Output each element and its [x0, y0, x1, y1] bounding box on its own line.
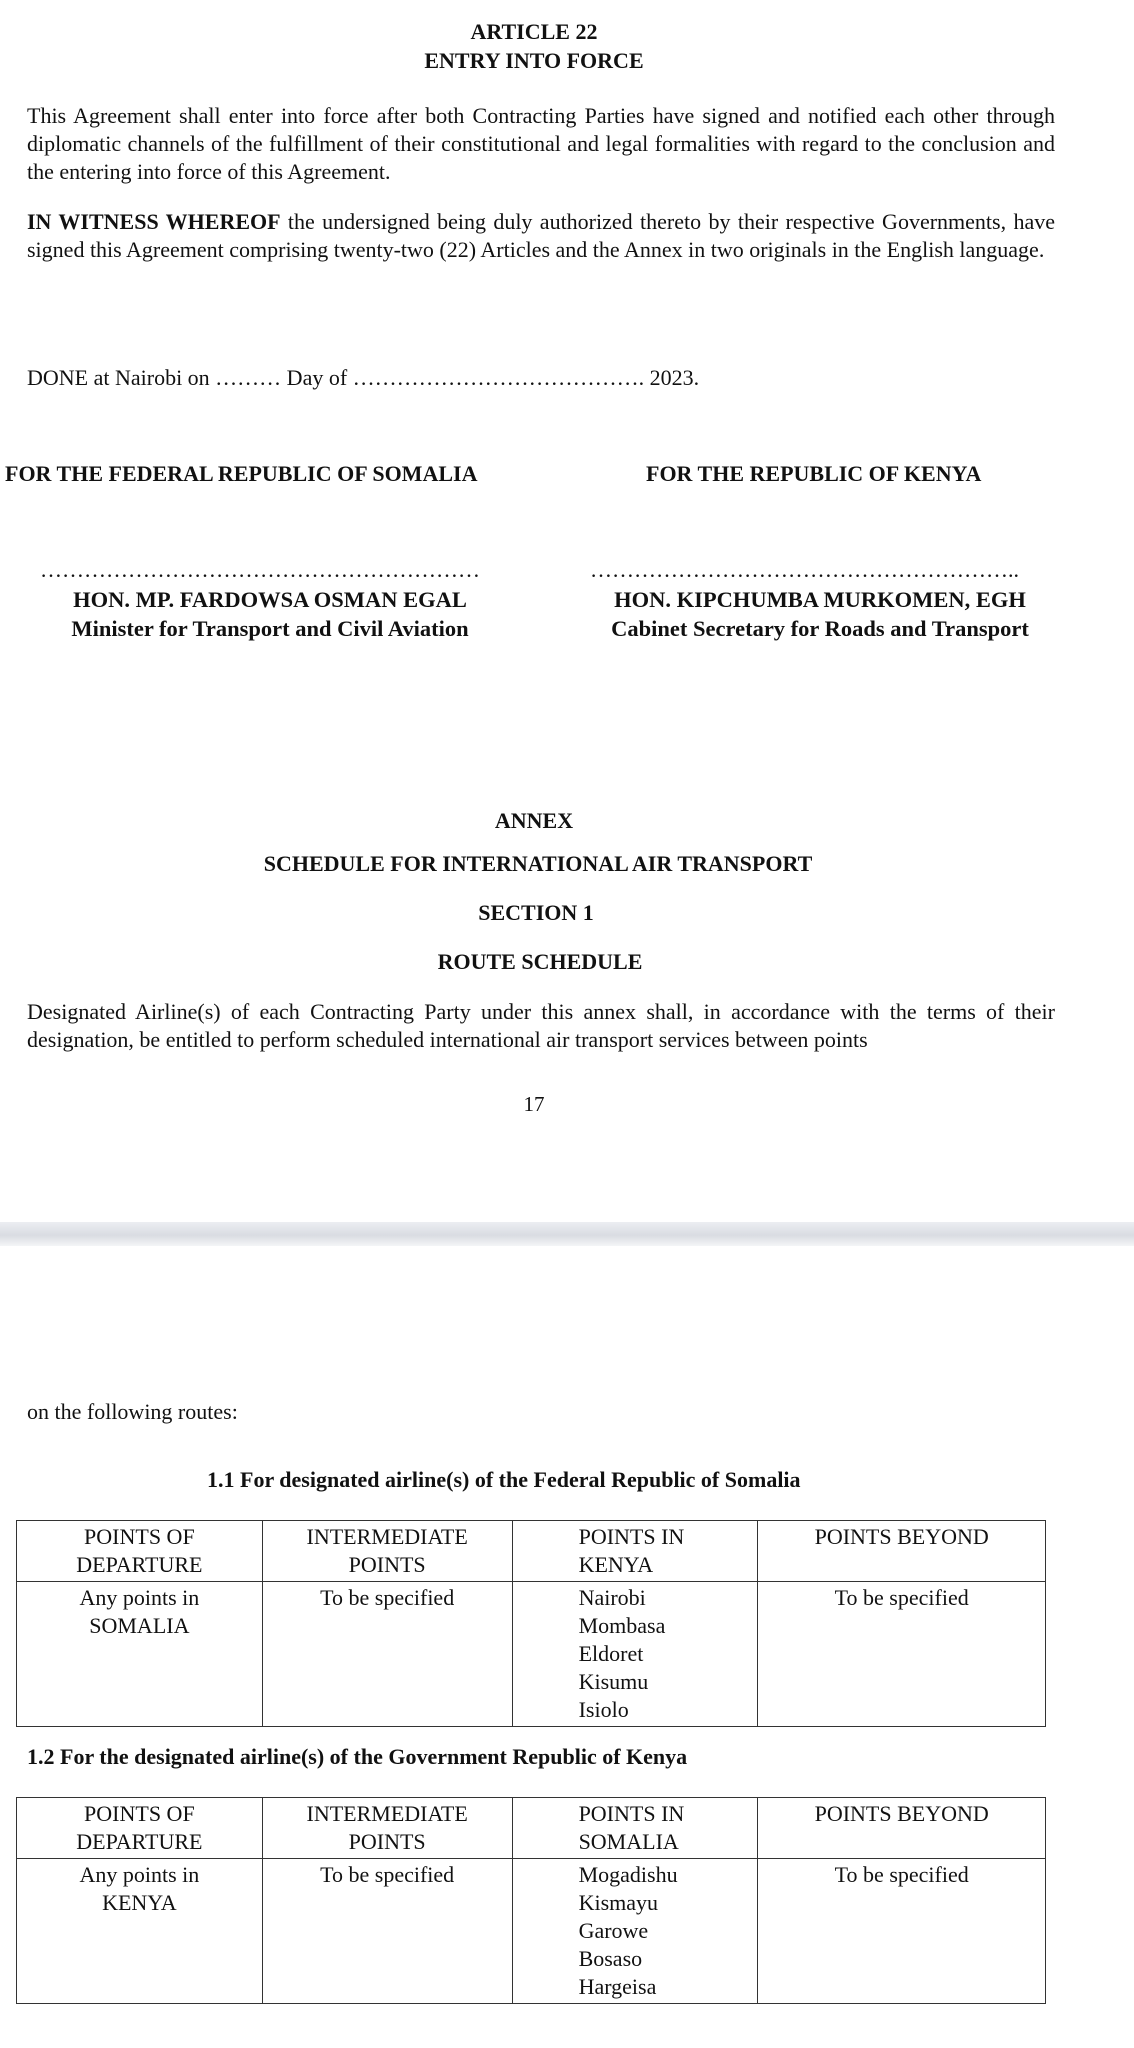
cell-intermediate: To be specified	[262, 1859, 512, 2004]
header-points-in: POINTS IN SOMALIA	[512, 1798, 758, 1859]
header-departure: POINTS OF DEPARTURE	[17, 1798, 263, 1859]
header-beyond: POINTS BEYOND	[758, 1521, 1046, 1582]
article-title: ENTRY INTO FORCE	[424, 48, 644, 73]
page-number: 17	[523, 1092, 545, 1116]
table-header-row	[17, 1798, 1046, 1859]
cell-points: Nairobi Mombasa Eldoret Kisumu Isiolo	[512, 1582, 758, 1727]
routes-intro: on the following routes:	[27, 1399, 238, 1424]
section-heading: SECTION 1	[478, 900, 594, 925]
signature-line-right: …………………………………………………..	[590, 560, 1019, 580]
table-header-row	[17, 1521, 1046, 1582]
witness-paragraph	[27, 208, 1055, 264]
route-schedule-heading: ROUTE SCHEDULE	[437, 949, 643, 974]
schedule-heading: SCHEDULE FOR INTERNATIONAL AIR TRANSPORT	[263, 851, 813, 876]
cell-points: Mogadishu Kismayu Garowe Bosaso Hargeisa	[512, 1859, 758, 2004]
party-right: FOR THE REPUBLIC OF KENYA	[646, 461, 982, 486]
table-row	[17, 1582, 1046, 1727]
cell-departure: Any points in KENYA	[17, 1859, 263, 2004]
witness-text: the undersigned being duly authorized thereto by their respective Governments, have signed this Agreement comprising twenty-two (22) Articles and the Annex in two originals in the English language.	[27, 209, 1055, 262]
annex-paragraph: Designated Airline(s) of each Contracting Party under this annex shall, in accordance with the terms of their designation, be entitled to perform scheduled international air transport services between points	[27, 999, 1055, 1052]
signatory-right-name: HON. KIPCHUMBA MURKOMEN, EGH	[614, 587, 1026, 612]
cell-departure: Any points in SOMALIA	[17, 1582, 263, 1727]
header-beyond: POINTS BEYOND	[758, 1798, 1046, 1859]
page-separator	[0, 1222, 1134, 1246]
cell-beyond: To be specified	[758, 1859, 1046, 2004]
signatory-left-name: HON. MP. FARDOWSA OSMAN EGAL	[73, 587, 467, 612]
done-line: DONE at Nairobi on ……… Day of …………………………………. 2023.	[27, 365, 700, 390]
article-number: ARTICLE 22	[470, 19, 598, 44]
signatory-right-title: Cabinet Secretary for Roads and Transport	[611, 616, 1029, 641]
signatory-left-title: Minister for Transport and Civil Aviation	[71, 616, 469, 641]
entry-into-force-paragraph: This Agreement shall enter into force after both Contracting Parties have signed and notified each other through diplomatic channels of the fulfillment of their constitutional and legal formalities with regard to the conclusion and the entering into force of this Agreement.	[27, 103, 1055, 184]
header-intermediate: INTERMEDIATE POINTS	[262, 1521, 512, 1582]
annex-heading: ANNEX	[494, 808, 574, 833]
party-left: FOR THE FEDERAL REPUBLIC OF SOMALIA	[5, 461, 478, 486]
cell-intermediate: To be specified	[262, 1582, 512, 1727]
route-table-somalia	[16, 1520, 1046, 1727]
header-departure: POINTS OF DEPARTURE	[17, 1521, 263, 1582]
header-points-in: POINTS IN KENYA	[512, 1521, 758, 1582]
table1-heading: 1.1 For designated airline(s) of the Federal Republic of Somalia	[207, 1467, 801, 1492]
signature-line-left: ……………………………………………………	[40, 560, 480, 580]
table2-heading: 1.2 For the designated airline(s) of the Government Republic of Kenya	[27, 1744, 688, 1769]
header-intermediate: INTERMEDIATE POINTS	[262, 1798, 512, 1859]
table-row	[17, 1859, 1046, 2004]
cell-beyond: To be specified	[758, 1582, 1046, 1727]
witness-lead: IN WITNESS WHEREOF	[27, 209, 281, 234]
route-table-kenya	[16, 1797, 1046, 2004]
